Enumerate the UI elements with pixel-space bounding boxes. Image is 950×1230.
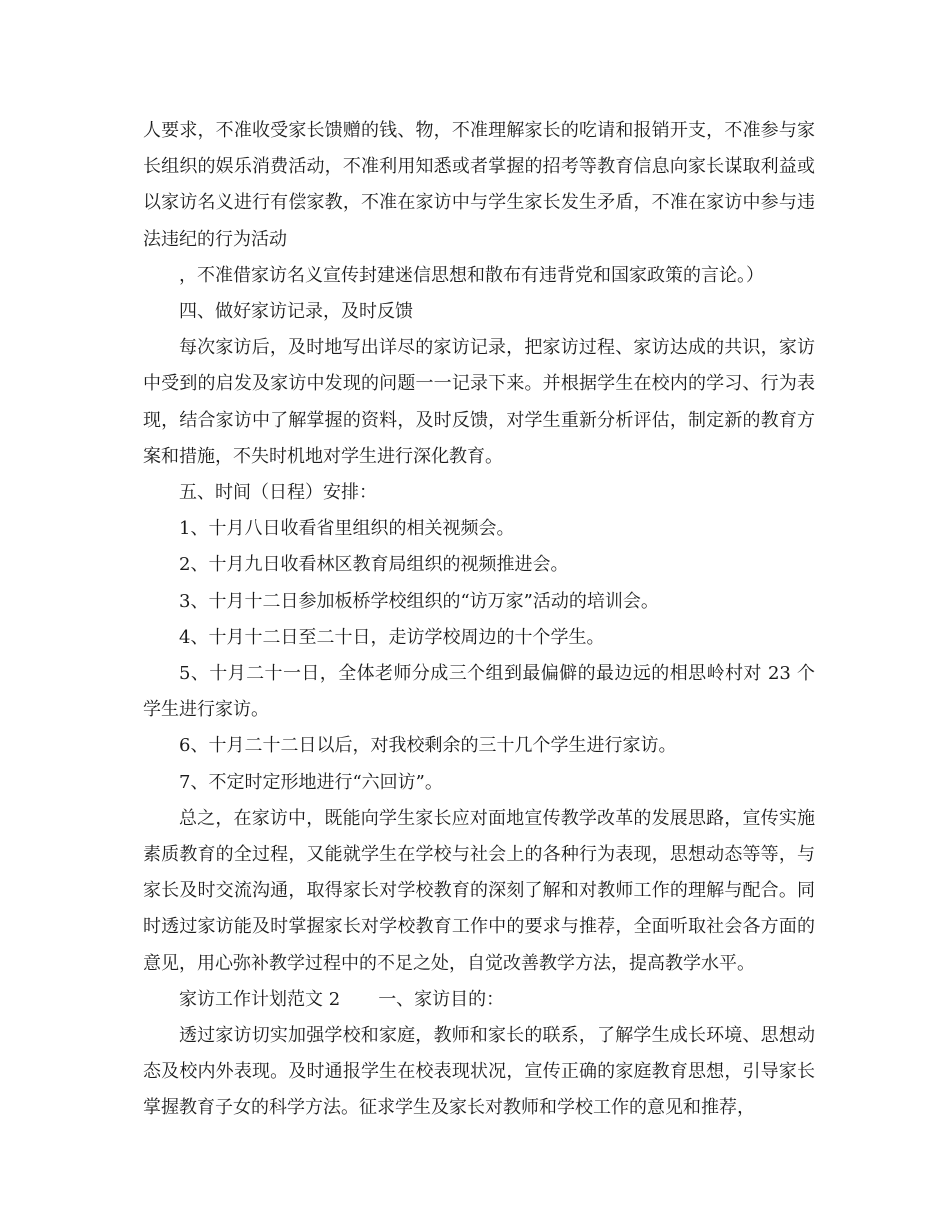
- schedule-item-1: 1、十月八日收看省里组织的相关视频会。: [179, 518, 515, 540]
- paragraph-purpose: 透过家访切实加强学校和家庭，教师和家长的联系，了解学生成长环境、思想动态及校内外表现。及时通报学生在校表现状况，宣传正确的家庭教育思想，引导家长掌握教育子女的科学方法。征求学生及家长对教师和学校工作的意见和推荐，: [143, 1025, 815, 1119]
- section-heading-schedule: 五、时间（日程）安排：: [179, 482, 377, 504]
- paragraph-continued-tail: ，不准借家访名义宣传封建迷信思想和散布有违背党和国家政策的言论。）: [179, 264, 764, 286]
- sample-title: 家访工作计划范文 2: [179, 988, 341, 1010]
- schedule-item-3: 3、十月十二日参加板桥学校组织的“访万家”活动的培训会。: [179, 590, 659, 612]
- schedule-item-5: 5、十月二十一日，全体老师分成三个组到最偏僻的最边远的相思岭村对 23 个学生进行家访。: [143, 663, 815, 721]
- schedule-item-4: 4、十月十二日至二十日，走访学校周边的十个学生。: [179, 626, 605, 648]
- section-heading-record: 四、做好家访记录，及时反馈: [179, 301, 413, 323]
- schedule-item-2: 2、十月九日收看林区教育局组织的视频推进会。: [179, 554, 569, 576]
- schedule-item-7: 7、不定时定形地进行“六回访”。: [179, 771, 443, 793]
- schedule-item-6: 6、十月二十二日以后，对我校剩余的三十几个学生进行家访。: [179, 735, 677, 757]
- paragraph-continued: 人要求，不准收受家长馈赠的钱、物，不准理解家长的吃请和报销开支，不准参与家长组织的娱乐消费活动，不准利用知悉或者掌握的招考等教育信息向家长谋取利益或以家访名义进行有偿家教，不准在家访中与学生家长发生矛盾，不准在家访中参与违法违纪的行为活动: [143, 120, 815, 250]
- paragraph-summary: 总之，在家访中，既能向学生家长应对面地宣传教学改革的发展思路，宣传实施素质教育的全过程，又能就学生在学校与社会上的各种行为表现，思想动态等等，与家长及时交流沟通，取得家长对学校教育的深刻了解和对教师工作的理解与配合。同时透过家访能及时掌握家长对学校教育工作中的要求与推荐，全面听取社会各方面的意见，用心弥补教学过程中的不足之处，自觉改善教学方法，提高教学水平。: [143, 807, 815, 974]
- sample-section-title: 一、家访目的：: [378, 988, 505, 1010]
- document-body: [143, 113, 815, 1127]
- sample-heading: [143, 982, 815, 1018]
- paragraph-record: 每次家访后，及时地写出详尽的家访记录，把家访过程、家访达成的共识，家访中受到的启发及家访中发现的问题一一记录下来。并根据学生在校内的学习、行为表现，结合家访中了解掌握的资料，及时反馈，对学生重新分析评估，制定新的教育方案和措施，不失时机地对学生进行深化教育。: [143, 337, 815, 467]
